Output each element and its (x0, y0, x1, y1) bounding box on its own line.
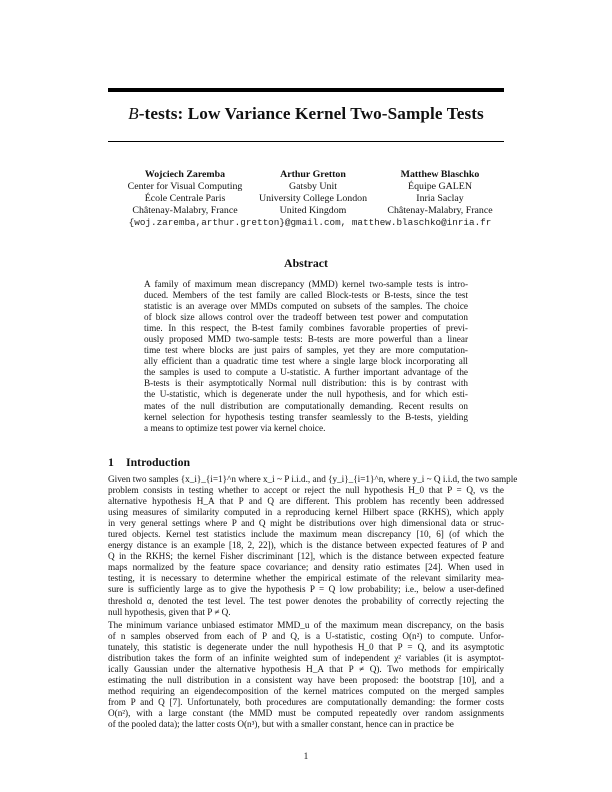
author-name: Arthur Gretton (280, 169, 346, 180)
text-line: ally efficient than a quadratic time test where a single large block incorporating all (144, 356, 468, 367)
text-line: from P and Q [7]. Unfortunately, both procedures are computationally demanding: the former costs (108, 697, 504, 708)
title-top-rule (108, 88, 504, 92)
author-affiliation-line: Châtenay-Malabry, France (387, 205, 493, 217)
text-line: kernel selection for hypothesis testing transfer seamlessly to the B-tests, yielding (144, 411, 468, 422)
text-line: of n samples observed from each of P and Q, is a U-statistic, costing O(n²) to compute. Unfor- (108, 631, 504, 642)
text-line: time test where blocks are just pairs of samples, yet they are more computation- (144, 345, 468, 356)
author-name: Matthew Blaschko (400, 169, 480, 180)
text-line: using measures of similarity computed in a reproducing kernel Hilbert space (RKHS), which apply (108, 507, 504, 518)
section-title: Introduction (126, 455, 191, 469)
text-line: A family of maximum mean discrepancy (MMD) kernel two-sample tests is intro- (144, 279, 468, 289)
paper-title-rest: -tests: Low Variance Kernel Two-Sample Tests (138, 104, 484, 123)
text-line: in very general settings where P and Q might be distributions over high dimensional data or struc- (108, 518, 504, 529)
text-line: estimating the null distribution in a consistent way have been proposed: the bootstrap [10], and a (108, 675, 504, 686)
text-line: ically Gaussian under the alternative hypothesis H_A that P ≠ Q). Two methods for empirically (108, 664, 504, 675)
author-affiliation-line: École Centrale Paris (144, 193, 226, 205)
text-line: distribution takes the form of an infinite weighted sum of independent χ² variables (it is asymptot- (108, 653, 504, 664)
author-gretton (243, 169, 383, 217)
text-line: a means to optimize test power via kernel choice. (144, 422, 326, 433)
intro-paragraph-1 (108, 474, 518, 618)
text-line: duced. Members of the test family are called Block-tests or B-tests, since the test (144, 290, 468, 301)
author-affiliation-line: Équipe GALEN (408, 181, 472, 193)
text-line: B-tests is their asymptotically Normal null distribution: this is by contrast with (144, 378, 468, 389)
text-line: Q in the RKHS; the kernel Fisher discriminant [12], which is the distance between expected feature (108, 551, 504, 562)
paper-title-italic: B (128, 104, 139, 123)
abstract-body (144, 279, 468, 434)
text-line: maps normalized by the feature space covariance; and density ratio estimates [24]. When used in (108, 562, 504, 573)
text-line: threshold α, denoted the test level. The test power denotes the probability of correctly rejecting the (108, 595, 504, 606)
text-line: problem consists in testing whether to accept or reject the null hypothesis H_0 that P = Q, vs the (108, 485, 504, 496)
text-line: tured objects. Kernel test statistics include the maximum mean discrepancy [10, 6] (of which the (108, 529, 504, 540)
text-line: energy distance is an example [18, 2, 22]), which is the distance between expected features of P and (108, 540, 504, 551)
author-affiliation-line: United Kingdom (279, 205, 347, 217)
text-line: tunately, this statistic is degenerate under the null hypothesis H_0 that P = Q, and its asymptotic (108, 642, 504, 653)
author-affiliation-line: Center for Visual Computing (127, 181, 243, 193)
text-line: the samples is used to compute a U-statistic. A further important advantage of the (144, 367, 468, 378)
text-line: The minimum variance unbiased estimator MMD_u of the maximum mean discrepancy, on the basis (108, 620, 504, 630)
page-number: 1 (303, 752, 309, 762)
text-line: statistic is an average over MMDs computed on subsets of the samples. The choice (144, 301, 468, 312)
text-line: null hypothesis, given that P ≠ Q. (108, 606, 231, 617)
text-line: sure is sufficiently large as to give the hypothesis P = Q low probability; i.e., below a user-defined (108, 584, 504, 595)
section-number: 1 (108, 455, 114, 469)
text-line: Given two samples {x_i}_{i=1}^n where x_i ~ P i.i.d., and {y_i}_{i=1}^n, where y_i ~ Q i.i.d, the two sample (108, 474, 518, 484)
section-heading-introduction (108, 455, 504, 470)
title-bottom-rule (108, 141, 504, 142)
author-emails[interactable]: {woj.zaremba,arthur.gretton}@gmail.com, matthew.blaschko@inria.fr (128, 217, 492, 228)
author-affiliation-line: University College London (258, 193, 368, 205)
text-line: of the pooled data); the latter costs O(n³), but with a smaller constant, hence can in practice be (108, 719, 454, 730)
author-affiliation-line: Inria Saclay (416, 193, 464, 205)
author-blaschko (370, 169, 510, 217)
text-line: O(n²), with a large constant (the MMD must be computed repeatedly over random assignments (108, 708, 504, 719)
text-line: of block size allows control over the tradeoff between test power and computation (144, 312, 468, 323)
text-line: the U-statistic, which is degenerate under the null hypothesis, and for which esti- (144, 389, 468, 400)
author-name: Wojciech Zaremba (144, 169, 226, 180)
paper-title (108, 104, 504, 124)
author-zaremba (110, 169, 260, 217)
author-affiliation-line: Gatsby Unit (288, 181, 337, 193)
text-line: mates of the null distribution are computationally demanding. Recent results on (144, 400, 468, 411)
author-affiliation-line: Châtenay-Malabry, France (132, 205, 238, 217)
text-line: time. In this respect, the B-test family combines favorable properties of previ- (144, 323, 468, 334)
text-line: testing, it is necessary to determine whether the empirical estimate of the relevant similarity mea- (108, 573, 504, 584)
intro-paragraph-2 (108, 620, 504, 730)
text-line: alternative hypothesis H_A that P and Q are different. This problem has recently been addressed (108, 496, 504, 507)
text-line: method requiring an eigendecomposition of the kernel matrices computed on the merged samples (108, 686, 504, 697)
abstract-heading: Abstract (284, 256, 328, 270)
text-line: ously proposed MMD two-sample tests: B-tests are more powerful than a linear (144, 334, 468, 345)
